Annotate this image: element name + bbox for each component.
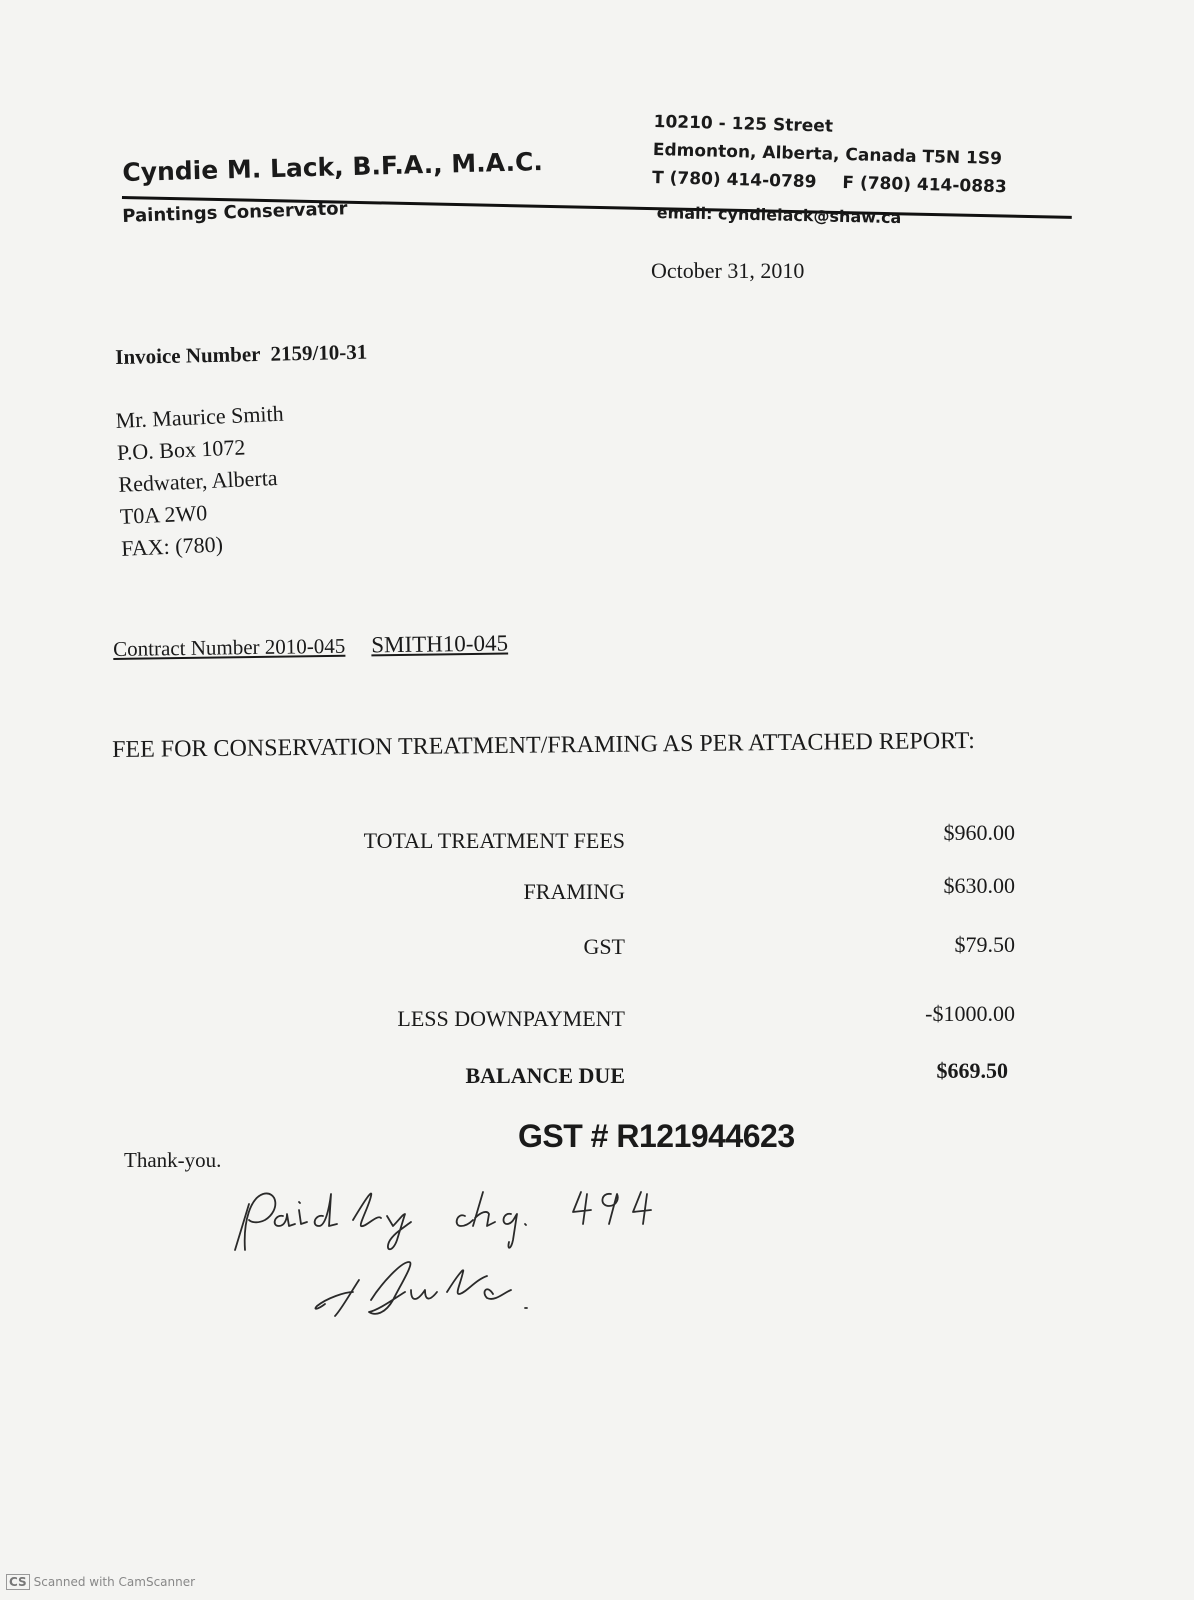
line-amount-gst: $79.50 [954, 932, 1015, 957]
handwritten-note-and-signature [225, 1180, 745, 1340]
gst-number-stamp: GST # R121944623 [518, 1118, 795, 1154]
invoice-number: 2159/10-31 [270, 339, 368, 366]
invoice-number-label: Invoice Number [115, 341, 261, 369]
letterhead-title: Paintings Conservator [122, 198, 348, 227]
recipient-address [115, 398, 290, 565]
line-amount-downpayment: -$1000.00 [925, 1001, 1015, 1026]
line-label-treatment: TOTAL TREATMENT FEES [363, 828, 625, 853]
scanner-watermark [6, 1574, 195, 1590]
line-amount-balance-due: $669.50 [936, 1058, 1008, 1083]
letterhead-address [652, 108, 1009, 201]
letterhead-name: Cyndie M. Lack, B.F.A., M.A.C. [122, 146, 544, 187]
contract-number: Contract Number 2010-045 [113, 633, 346, 661]
thank-you: Thank-you. [124, 1148, 222, 1172]
scanner-text: Scanned with CamScanner [33, 1575, 196, 1589]
letterhead-city: Edmonton, Alberta, Canada T5N 1S9 [652, 139, 1003, 170]
line-amount-framing: $630.00 [943, 873, 1015, 898]
fee-heading: FEE FOR CONSERVATION TREATMENT/FRAMING AS PER ATTACHED REPORT: [112, 727, 975, 763]
line-label-downpayment: LESS DOWNPAYMENT [397, 1006, 625, 1031]
contract-line [113, 630, 508, 662]
letterhead-phone: T (780) 414-0789 [651, 167, 817, 193]
invoice-number-line [115, 340, 368, 370]
camscanner-logo: CS [6, 1574, 30, 1590]
line-label-gst: GST [583, 934, 625, 959]
line-label-framing: FRAMING [523, 879, 625, 904]
letterhead-street: 10210 - 125 Street [653, 111, 834, 137]
recipient-name: Mr. Maurice Smith [115, 400, 285, 433]
recipient-box: P.O. Box 1072 [116, 434, 246, 465]
contract-code: SMITH10-045 [371, 630, 509, 658]
line-label-balance-due: BALANCE DUE [465, 1063, 625, 1088]
invoice-date: October 31, 2010 [651, 258, 805, 283]
letterhead-email: email: cyndielack@shaw.ca [656, 203, 902, 228]
recipient-postal: T0A 2W0 [119, 500, 208, 529]
recipient-city: Redwater, Alberta [117, 464, 279, 497]
recipient-fax: FAX: (780) [120, 531, 224, 561]
letterhead-fax: F (780) 414-0883 [842, 172, 1007, 198]
line-amount-treatment: $960.00 [943, 820, 1015, 845]
